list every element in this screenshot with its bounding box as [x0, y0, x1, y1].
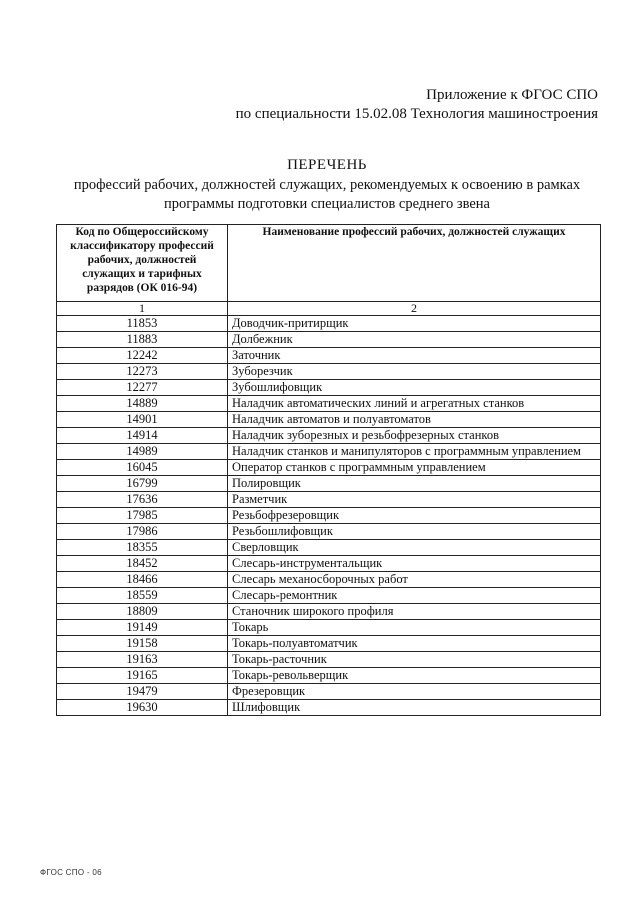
- profession-code: 18355: [57, 540, 228, 556]
- profession-name: Наладчик автоматов и полуавтоматов: [228, 412, 601, 428]
- profession-name: Заточник: [228, 348, 601, 364]
- profession-name: Токарь-расточник: [228, 652, 601, 668]
- table-row: [57, 492, 601, 508]
- column-header-name: Наименование профессий рабочих, должностей служащих: [228, 225, 601, 302]
- professions-table-body: [57, 316, 601, 716]
- profession-code: 19165: [57, 668, 228, 684]
- table-row: [57, 700, 601, 716]
- profession-name: Наладчик станков и манипуляторов с программным управлением: [228, 444, 601, 460]
- profession-name: Слесарь-ремонтник: [228, 588, 601, 604]
- profession-name: Фрезеровщик: [228, 684, 601, 700]
- profession-name: Станочник широкого профиля: [228, 604, 601, 620]
- profession-code: 16799: [57, 476, 228, 492]
- profession-code: 19630: [57, 700, 228, 716]
- profession-name: Токарь: [228, 620, 601, 636]
- table-row: [57, 588, 601, 604]
- table-row: [57, 524, 601, 540]
- table-row: [57, 348, 601, 364]
- document-title-block: [40, 156, 614, 213]
- profession-name: Сверловщик: [228, 540, 601, 556]
- profession-name: Резьбофрезеровщик: [228, 508, 601, 524]
- profession-name: Оператор станков с программным управлением: [228, 460, 601, 476]
- table-row: [57, 604, 601, 620]
- profession-code: 17636: [57, 492, 228, 508]
- profession-code: 18452: [57, 556, 228, 572]
- profession-code: 11883: [57, 332, 228, 348]
- table-row: [57, 636, 601, 652]
- profession-code: 14914: [57, 428, 228, 444]
- profession-code: 18466: [57, 572, 228, 588]
- profession-code: 11853: [57, 316, 228, 332]
- profession-code: 16045: [57, 460, 228, 476]
- appendix-note: [236, 86, 598, 124]
- profession-code: 14901: [57, 412, 228, 428]
- profession-name: Резьбошлифовщик: [228, 524, 601, 540]
- document-title: ПЕРЕЧЕНЬ: [287, 157, 367, 173]
- table-row: [57, 668, 601, 684]
- table-row: [57, 556, 601, 572]
- profession-name: Токарь-револьверщик: [228, 668, 601, 684]
- profession-code: 14889: [57, 396, 228, 412]
- table-row: [57, 460, 601, 476]
- footer-mark: ФГОС СПО - 06: [40, 868, 102, 877]
- table-row: [57, 540, 601, 556]
- table-row: [57, 428, 601, 444]
- table-row: [57, 380, 601, 396]
- profession-name: Зуборезчик: [228, 364, 601, 380]
- table-row: [57, 316, 601, 332]
- table-row: [57, 508, 601, 524]
- column-header-code: Код по Общероссийскому классификатору профессий рабочих, должностей служащих и тарифных разрядов (ОК 016-94): [57, 225, 228, 302]
- column-number-1: 1: [57, 302, 228, 316]
- profession-code: 19149: [57, 620, 228, 636]
- table-row: [57, 476, 601, 492]
- profession-code: 19479: [57, 684, 228, 700]
- table-row: [57, 364, 601, 380]
- profession-code: 17986: [57, 524, 228, 540]
- profession-name: Наладчик автоматических линий и агрегатных станков: [228, 396, 601, 412]
- profession-name: Наладчик зуборезных и резьбофрезерных станков: [228, 428, 601, 444]
- profession-code: 17985: [57, 508, 228, 524]
- profession-name: Зубошлифовщик: [228, 380, 601, 396]
- profession-code: 19163: [57, 652, 228, 668]
- table-row: [57, 396, 601, 412]
- table-row: [57, 652, 601, 668]
- document-subtitle-line-1: профессий рабочих, должностей служащих, рекомендуемых к освоению в рамках: [73, 177, 581, 193]
- profession-code: 14989: [57, 444, 228, 460]
- table-row: [57, 684, 601, 700]
- profession-code: 12277: [57, 380, 228, 396]
- profession-name: Полировщик: [228, 476, 601, 492]
- profession-name: Разметчик: [228, 492, 601, 508]
- column-number-row: [57, 302, 601, 316]
- table-row: [57, 572, 601, 588]
- professions-table: [56, 224, 601, 716]
- table-row: [57, 412, 601, 428]
- profession-code: 12242: [57, 348, 228, 364]
- column-number-2: 2: [228, 302, 601, 316]
- profession-name: Токарь-полуавтоматчик: [228, 636, 601, 652]
- profession-code: 19158: [57, 636, 228, 652]
- profession-code: 18809: [57, 604, 228, 620]
- profession-name: Долбежник: [228, 332, 601, 348]
- profession-name: Шлифовщик: [228, 700, 601, 716]
- table-row: [57, 332, 601, 348]
- profession-name: Слесарь механосборочных работ: [228, 572, 601, 588]
- profession-name: Доводчик-притирщик: [228, 316, 601, 332]
- table-header-row: [57, 225, 601, 302]
- table-row: [57, 444, 601, 460]
- appendix-line-2: по специальности 15.02.08 Технология машиностроения: [235, 106, 598, 122]
- profession-name: Слесарь-инструментальщик: [228, 556, 601, 572]
- profession-code: 12273: [57, 364, 228, 380]
- appendix-line-1: Приложение к ФГОС СПО: [426, 87, 598, 103]
- document-subtitle-line-2: программы подготовки специалистов среднего звена: [164, 196, 490, 212]
- table-row: [57, 620, 601, 636]
- profession-code: 18559: [57, 588, 228, 604]
